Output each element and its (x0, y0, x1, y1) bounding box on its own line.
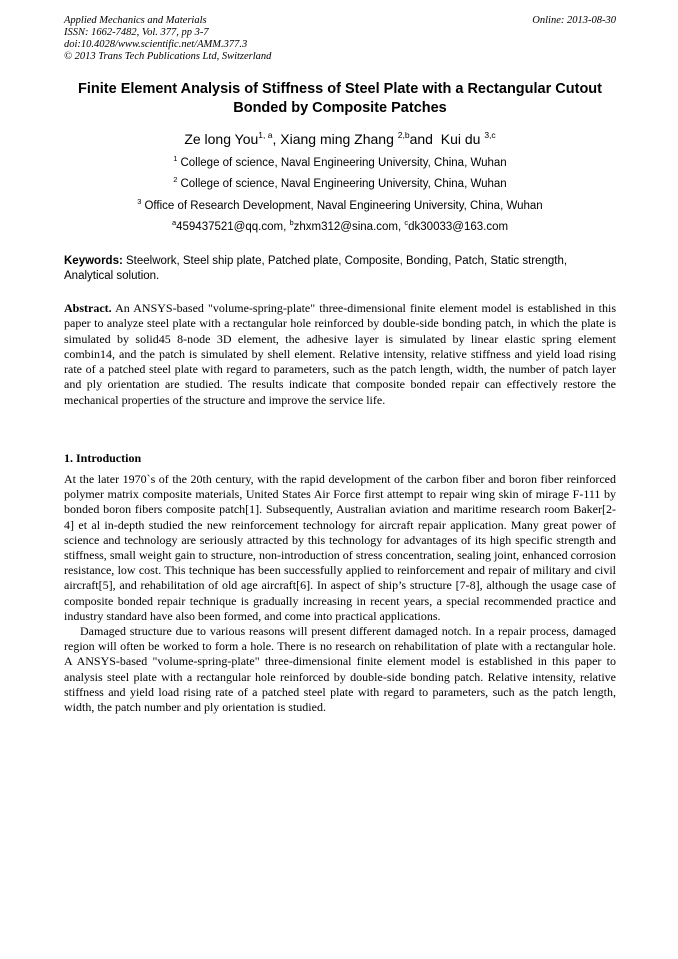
copyright-line: © 2013 Trans Tech Publications Ltd, Switzerland (64, 51, 272, 62)
affiliation-text: College of science, Naval Engineering University, China, Wuhan (180, 157, 507, 169)
author-affil-mark: 1, a (258, 130, 273, 140)
email-address: zhxm312@sina.com (293, 221, 398, 233)
author-name: Kui du (440, 131, 481, 147)
journal-header (64, 15, 616, 63)
journal-name: Applied Mechanics and Materials (64, 15, 207, 26)
email-mark: b (289, 218, 294, 227)
body-paragraph: Damaged structure due to various reasons will present different damaged notch. In a repair process, damaged region will often be worked to form a hole. There is no research on rehabilitation of plate with a rectangular hole. A ANSYS-based "volume-spring-plate" three-dimensional finite element model is established in this paper to analysis steel plate with a rectangular hole reinforced by double-side bonding patch. Relative intensity, relative stiffness and yield load rising rate of a patched steel plate with regard to parameters, such as the patch length, width, the patch number and ply orientation is studied. (64, 624, 616, 715)
author-separator: , (272, 131, 281, 147)
email-list (64, 220, 616, 234)
section-body (64, 472, 616, 715)
email-address: dk30033@163.com (408, 221, 509, 233)
affiliation-number: 3 (137, 197, 142, 206)
abstract-label: Abstract. (64, 301, 112, 315)
keywords-text: Steelwork, Steel ship plate, Patched plate, Composite, Bonding, Patch, Static strength, Analytical solution. (64, 255, 568, 282)
body-paragraph: At the later 1970`s of the 20th century, with the rapid development of the carbon fiber and boron fiber reinforced polymer matrix composite materials, United States Air Force first attempt to repair wing skin of mirage F-111 by bonded boron fibers composite patch[1]. Subsequently, Australian aviation and maritime research room Baker[2-4] et al in-depth studied the new reinforcement technology for aircraft repair application. Many great power of science and technology are seriously attracted by this technology for advantages of its high specific strength and stiffness, small weight gain to structure, non-introduction of stress concentration, sealing joint, enhanced corrosion resistance, low cost. This technique has been successfully applied to reinforcement and repair of military and civil aircraft[5], and rehabilitation of old age aircraft[6]. In aspect of ship’s structure [7-8], although the usage case of composite bonded repair technique is gradually increasing in recent years, a special recommended practice and industry standard have also been formed, and come into practical applications. (64, 472, 616, 623)
affiliation-number: 2 (173, 175, 178, 184)
author-and: and (409, 131, 433, 147)
keywords-label: Keywords: (64, 255, 123, 267)
keywords-block (64, 254, 616, 284)
affiliation (64, 177, 616, 191)
affiliation-text: Office of Research Development, Naval Engineering University, China, Wuhan (144, 200, 543, 212)
author-affil-mark: 3,c (484, 130, 496, 140)
abstract-block (64, 301, 616, 408)
email-address: 459437521@qq.com (176, 221, 284, 233)
abstract-text: An ANSYS-based "volume-spring-plate" three-dimensional finite element model is established in this paper to analyze steel plate with a rectangular hole reinforced by double-side bonding patch, in which the plate is simulated by solid45 8-node 3D element, the adhesive layer is simulated by linear elastic spring element combin14, and the patch is simulated by shell element. Relative intensity, relative stiffness and yield load rising rate of a patched steel plate with regard to parameters, such as the patch length, width, the number of patch layer and ply orientation are studied. The results indicate that composite bonded repair can effectively restore the mechanical properties of the structure and improve the service life. (64, 301, 617, 407)
author-affil-mark: 2,b (397, 130, 410, 140)
doi-line: doi:10.4028/www.scientific.net/AMM.377.3 (64, 39, 248, 50)
email-mark: a (171, 218, 177, 227)
author-list (64, 130, 616, 148)
section-heading: 1. Introduction (64, 451, 142, 465)
affiliation-text: College of science, Naval Engineering University, China, Wuhan (180, 178, 507, 190)
author-name: Xiang ming Zhang (280, 131, 394, 147)
online-date: Online: 2013-08-30 (532, 15, 616, 26)
affiliation (64, 199, 616, 213)
affiliation (64, 156, 616, 170)
email-separator: , (398, 221, 405, 233)
email-mark: c (404, 218, 409, 227)
affiliation-number: 1 (173, 154, 178, 163)
issn-line: ISSN: 1662-7482, Vol. 377, pp 3-7 (64, 27, 209, 38)
email-separator: , (283, 221, 290, 233)
paper-title: Finite Element Analysis of Stiffness of Steel Plate with a Rectangular Cutout Bonded by Composite Patches (78, 81, 602, 116)
author-name: Ze long You (184, 131, 259, 147)
